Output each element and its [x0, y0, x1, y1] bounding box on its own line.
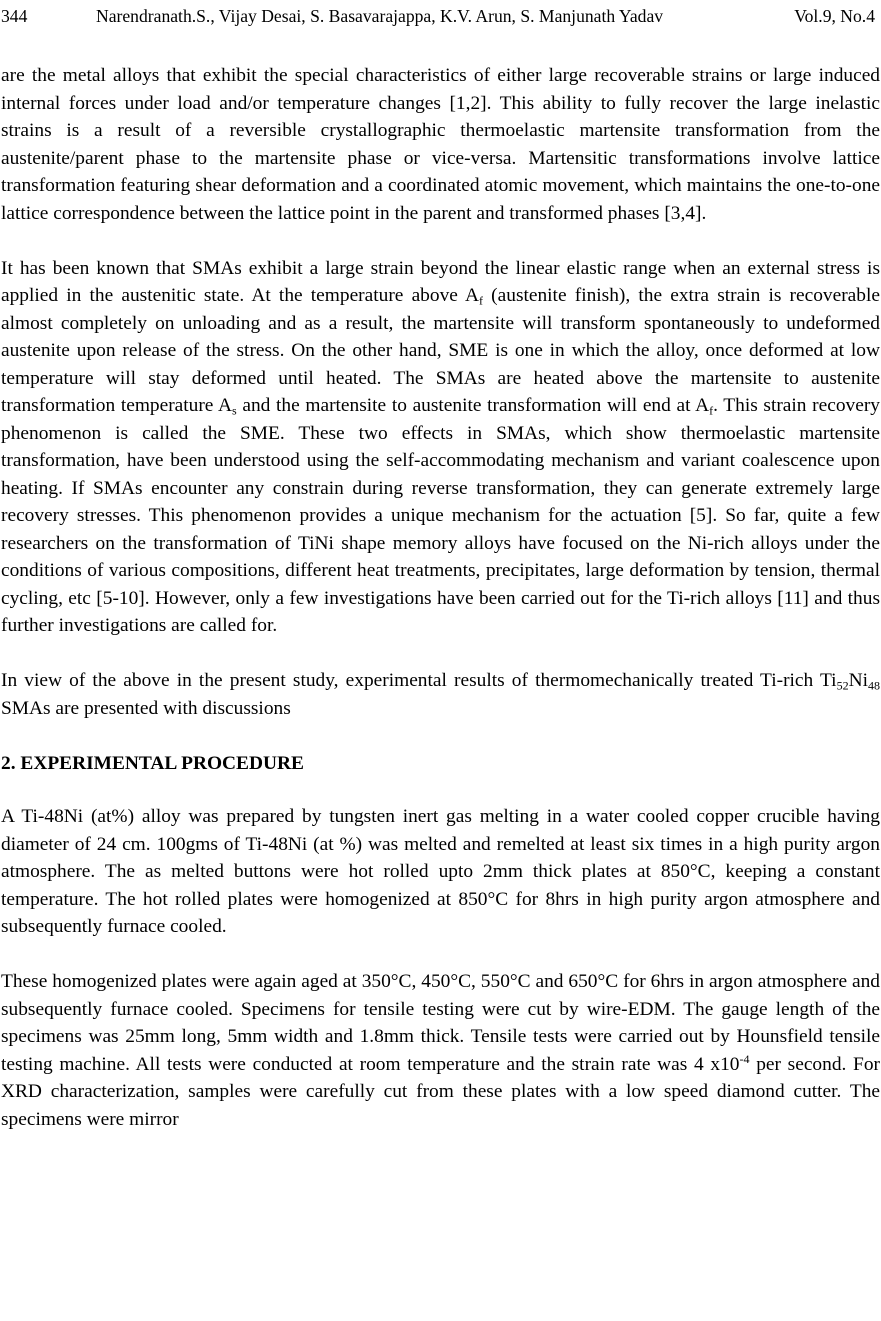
paragraph-sma-behavior — [1, 255, 880, 640]
paragraph-present-study — [1, 667, 880, 722]
text-run: In view of the above in the present study, experimental results of thermomechanically treated Ti-rich Ti — [1, 670, 837, 691]
page-body — [1, 62, 880, 1133]
text-run: It has been known that SMAs exhibit a large strain beyond the linear elastic range when an external stress is applied in the austenitic state. At the temperature above A — [1, 257, 880, 306]
section-heading: 2. EXPERIMENTAL PROCEDURE — [1, 752, 304, 774]
paragraph-aging-testing — [1, 968, 880, 1133]
paragraph-alloy-preparation: A Ti-48Ni (at%) alloy was prepared by tungsten inert gas melting in a water cooled copper crucible having diameter of 24 cm. 100gms of Ti-48Ni (at %) was melted and remelted at least six times in a high purity argon atmosphere. The as melted buttons were hot rolled upto 2mm thick plates at 850°C, keeping a constant temperature. The hot rolled plates were homogenized at 850°C for 8hrs in high purity argon atmosphere and subsequently furnace cooled. — [1, 806, 880, 937]
text-run: and the martensite to austenite transformation will end at A — [236, 395, 710, 416]
superscript: -4 — [739, 1051, 750, 1066]
text-run: These homogenized plates were again aged at 350°C, 450°C, 550°C and 650°C for 6hrs in argon atmosphere and subsequently furnace cooled. Specimens for tensile testing were cut by wire-EDM. The gauge length of the specimens was 25mm long, 5mm width and 1.8mm thick. Tensile tests were carried out by Hounsfield tensile testing machine. All tests were conducted at room temperature and the strain rate was 4 x10 — [1, 971, 880, 1075]
text-run: . This strain recovery phenomenon is called the SME. These two effects in SMAs, which show thermoelastic martensite transformation, have been understood using the self-accommodating mechanism and variant coalescence upon heating. If SMAs encounter any constrain during reverse transformation, they can generate extremely large recovery stresses. This phenomenon provides a unique mechanism for the actuation [5]. So far, quite a few researchers on the transformation of TiNi shape memory alloys have focused on the Ni-rich alloys under the conditions of various compositions, different heat treatments, precipitates, large deformation by tension, thermal cycling, etc [5-10]. However, only a few investigations have been carried out for the Ti-rich alloys [11] and thus further investigations are called for. — [1, 395, 880, 636]
subscript: f — [478, 293, 483, 308]
header-authors: Narendranath.S., Vijay Desai, S. Basavarajappa, K.V. Arun, S. Manjunath Yadav — [96, 6, 664, 26]
paragraph-intro-continued: are the metal alloys that exhibit the special characteristics of either large recoverable strains or large induced internal forces under load and/or temperature changes [1,2]. This ability to fully recover the large inelastic strains is a result of a reversible crystallographic thermoelastic martensite transformation from the austenite/parent phase to the martensite phase or vice-versa. Martensitic transformations involve lattice transformation featuring shear deformation and a coordinated atomic movement, which maintains the one-to-one lattice correspondence between the lattice point in the parent and transformed phases [3,4]. — [1, 65, 880, 224]
text-run: Ni — [848, 670, 868, 691]
subscript: 48 — [867, 678, 880, 693]
text-run: per second. For XRD characterization, samples were carefully cut from these plates with a low speed diamond cutter. The specimens were mirror — [1, 1053, 880, 1130]
subscript: s — [232, 403, 237, 418]
subscript: f — [709, 403, 714, 418]
text-run: (austenite finish), the extra strain is recoverable almost completely on unloading and as a result, the martensite will transform spontaneously to undeformed austenite upon release of the stress. On the other hand, SME is one in which the alloy, once deformed at low temperature will stay deformed until heated. The SMAs are heated above the martensite to austenite transformation temperature A — [1, 285, 880, 416]
subscript: 52 — [836, 678, 849, 693]
header-volume: Vol.9, No.4 — [794, 6, 875, 26]
running-header — [0, 0, 881, 36]
text-run: SMAs are presented with discussions — [1, 697, 291, 719]
page-number: 344 — [1, 6, 28, 26]
